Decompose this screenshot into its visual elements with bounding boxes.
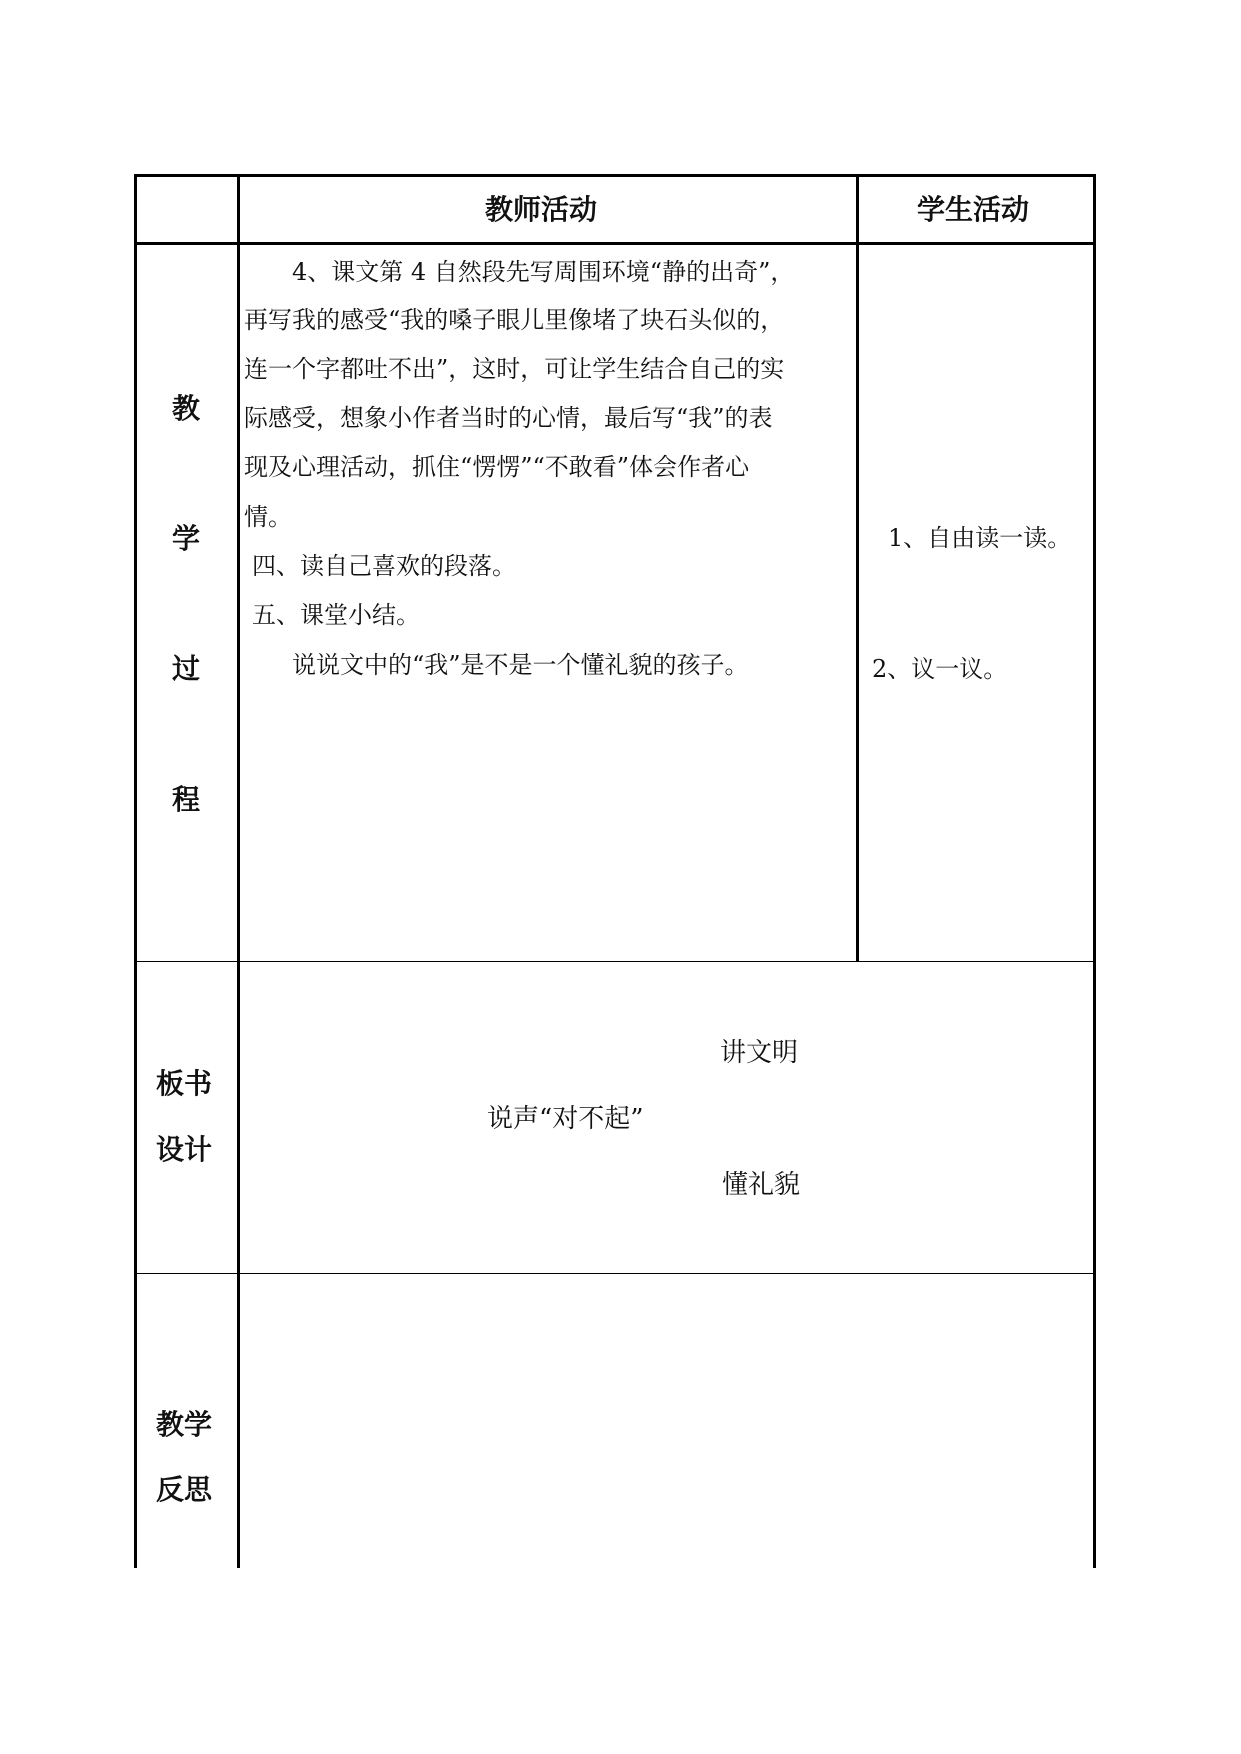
board-line-2: 说声“对不起” bbox=[487, 1104, 644, 1134]
reflection-label-line: 教学 bbox=[156, 1408, 213, 1441]
process-label-char: 过 bbox=[172, 652, 201, 685]
teacher-text-line: 连一个字都吐不出”，这时，可让学生结合自己的实 bbox=[244, 355, 785, 383]
process-label-char: 教 bbox=[172, 392, 201, 425]
board-bottom-border bbox=[134, 1273, 1095, 1274]
teacher-text-line: 再写我的感受“我的嗓子眼儿里像堵了块石头似的， bbox=[244, 306, 785, 334]
teacher-text-line: 五、课堂小结。 bbox=[252, 601, 420, 629]
board-label-line: 设计 bbox=[156, 1133, 213, 1166]
teacher-activity-header: 教师活动 bbox=[485, 193, 598, 226]
process-label-char: 程 bbox=[172, 783, 201, 816]
board-label-line: 板书 bbox=[156, 1067, 213, 1100]
process-label-char: 学 bbox=[172, 522, 201, 555]
table-top-border bbox=[134, 174, 1095, 177]
label-column-divider bbox=[237, 174, 240, 1568]
student-activity-header: 学生活动 bbox=[917, 193, 1030, 226]
teacher-text-line: 际感受，想象小作者当时的心情，最后写“我”的表 bbox=[244, 404, 773, 432]
teacher-text-line: 4、课文第 4 自然段先写周围环境“静的出奇”， bbox=[292, 258, 795, 286]
student-item: 1、自由读一读。 bbox=[888, 524, 1072, 552]
board-line-1: 讲文明 bbox=[720, 1038, 799, 1068]
teacher-text-line: 情。 bbox=[244, 503, 292, 531]
board-line-3: 懂礼貌 bbox=[722, 1170, 801, 1200]
process-bottom-border bbox=[134, 961, 1095, 962]
student-item: 2、议一议。 bbox=[872, 655, 1008, 683]
teacher-text-line: 四、读自己喜欢的段落。 bbox=[252, 552, 516, 580]
header-bottom-border bbox=[134, 242, 1095, 245]
teacher-text-line: 现及心理活动，抓住“愣愣”“不敢看”体会作者心 bbox=[244, 453, 750, 481]
table-left-border bbox=[134, 174, 137, 1568]
reflection-label-line: 反思 bbox=[156, 1473, 213, 1506]
student-column-divider bbox=[856, 174, 859, 962]
table-right-border bbox=[1093, 174, 1096, 1568]
teacher-text-line: 说说文中的“我”是不是一个懂礼貌的孩子。 bbox=[292, 651, 749, 679]
